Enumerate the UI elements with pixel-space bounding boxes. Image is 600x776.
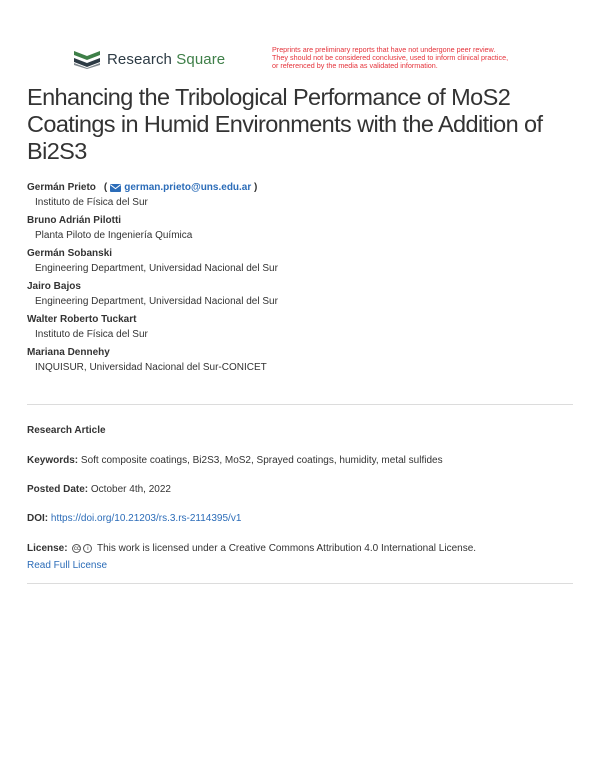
license-label: License:	[27, 543, 68, 554]
article-type: Research Article	[27, 425, 106, 436]
cc-icon: cc	[73, 545, 80, 552]
author-affiliation: Instituto de Física del Sur	[35, 197, 148, 208]
author-name: Germán Sobanski	[27, 248, 113, 259]
envelope-icon	[110, 184, 121, 192]
author-name: Walter Roberto Tuckart	[27, 314, 137, 325]
read-full-license-row	[27, 560, 107, 571]
author-name: Bruno Adrián Pilotti	[27, 215, 122, 226]
author-name: Jairo Bajos	[27, 281, 81, 292]
author-affiliation: Engineering Department, Universidad Nacional del Sur	[35, 296, 278, 307]
posted-date-label: Posted Date:	[27, 484, 89, 495]
author-affiliation: Instituto de Física del Sur	[35, 329, 148, 340]
doi-link[interactable]: https://doi.org/10.21203/rs.3.rs-2114395/v1	[50, 513, 242, 524]
author-email-link[interactable]: ( german.prieto@uns.edu.ar )	[103, 182, 258, 193]
author-email: german.prieto@uns.edu.ar	[124, 182, 252, 193]
posted-date-value: October 4th, 2022	[90, 484, 171, 495]
creative-commons-icons	[72, 544, 92, 553]
notice-line: or referenced by the media as validated information.	[272, 61, 438, 70]
author-affiliation: INQUISUR, Universidad Nacional del Sur-CONICET	[35, 362, 267, 373]
author-name: Germán Prieto	[27, 182, 96, 193]
preprint-notice	[272, 46, 508, 70]
keywords-value: Soft composite coatings, Bi2S3, MoS2, Sprayed coatings, humidity, metal sulfides	[80, 455, 443, 466]
license-text: This work is licensed under a Creative Commons Attribution 4.0 International License.	[96, 543, 477, 554]
author-affiliation: Planta Piloto de Ingeniería Química	[35, 230, 193, 241]
author-item	[27, 181, 278, 210]
author-item	[27, 313, 278, 342]
author-name: Mariana Dennehy	[27, 347, 110, 358]
author-item	[27, 346, 278, 375]
posted-date-row	[27, 484, 171, 495]
research-square-logo-icon	[73, 49, 101, 69]
doi-label: DOI:	[27, 513, 49, 524]
read-full-license-link[interactable]: Read Full License	[27, 560, 108, 571]
keywords-row	[27, 455, 443, 466]
paper-title: Enhancing the Tribological Performance of MoS2 Coatings in Humid Environments with the Addition of Bi2S3	[27, 84, 543, 164]
notice-line: They should not be considered conclusive, used to inform clinical practice,	[272, 53, 509, 62]
license-row	[27, 543, 476, 554]
author-affiliation: Engineering Department, Universidad Nacional del Sur	[35, 263, 278, 274]
divider	[27, 583, 573, 584]
author-list	[27, 181, 278, 379]
divider	[27, 404, 573, 405]
author-item	[27, 247, 278, 276]
author-item	[27, 280, 278, 309]
notice-line: Preprints are preliminary reports that have not undergone peer review.	[272, 45, 496, 54]
logo-wordmark: Research Square	[107, 50, 226, 68]
research-square-logo[interactable]	[73, 49, 225, 69]
attribution-icon: i	[83, 544, 92, 553]
keywords-label: Keywords:	[27, 455, 79, 466]
doi-row	[27, 513, 241, 524]
author-item	[27, 214, 278, 243]
